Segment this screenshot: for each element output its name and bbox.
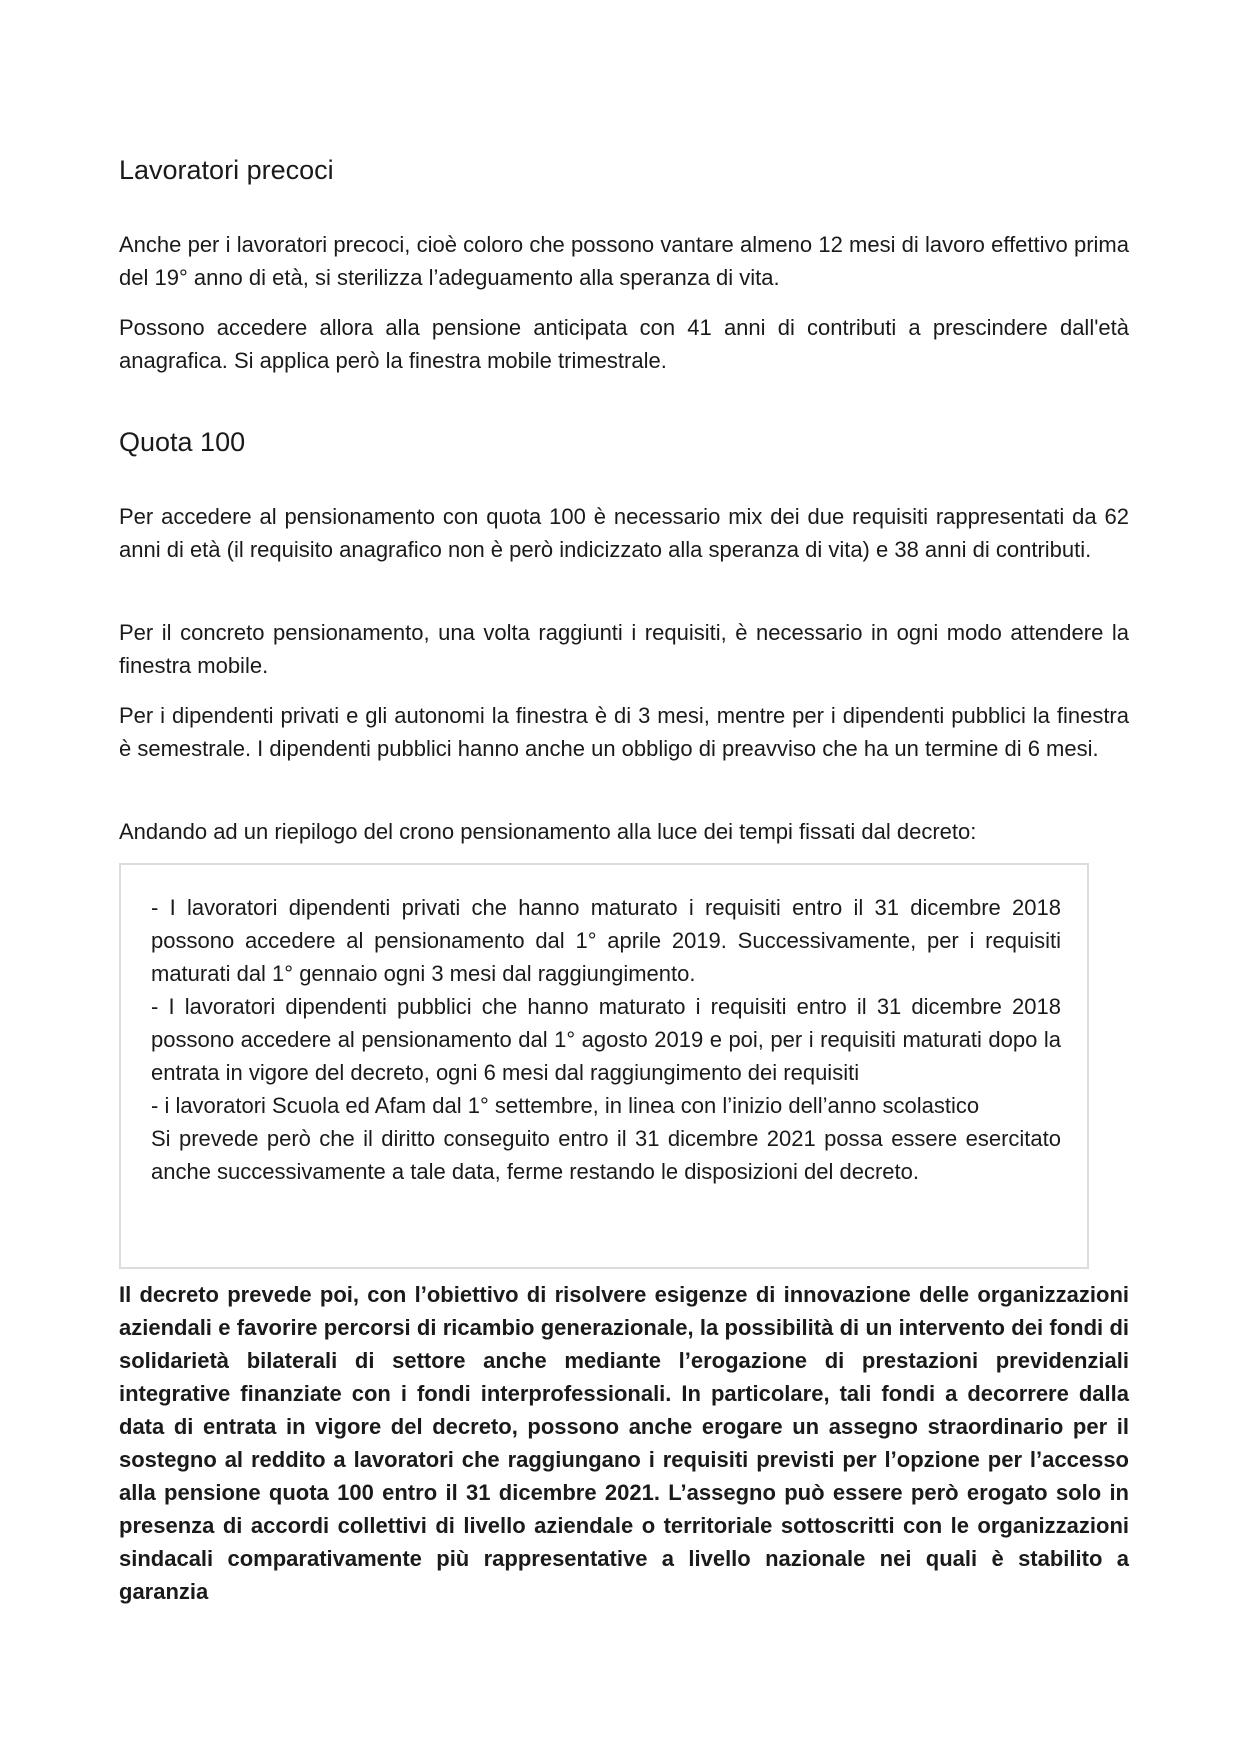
paragraph-lavoratori-2: Possono accedere allora alla pensione anticipata con 41 anni di contributi a prescindere dall'età anagrafica. Si applica però la finestra mobile trimestrale. — [119, 315, 1129, 373]
paragraph-lavoratori-1: Anche per i lavoratori precoci, cioè coloro che possono vantare almeno 12 mesi di lavoro effettivo prima del 19° anno di età, si sterilizza l’adeguamento alla speranza di vita. — [119, 232, 1129, 290]
summary-item-scuola: - i lavoratori Scuola ed Afam dal 1° settembre, in linea con l’inizio dell’anno scolastico — [151, 1093, 980, 1118]
summary-note: Si prevede però che il diritto conseguito entro il 31 dicembre 2021 possa essere esercitato anche successivamente a tale data, ferme restando le disposizioni del decreto. — [151, 1126, 1061, 1184]
heading-lavoratori-precoci: Lavoratori precoci — [119, 155, 334, 185]
paragraph-quota-3: Per i dipendenti privati e gli autonomi la finestra è di 3 mesi, mentre per i dipendenti pubblici la finestra è semestrale. I dipendenti pubblici hanno anche un obbligo di preavviso che ha un termine di 6 mesi. — [119, 703, 1129, 761]
paragraph-quota-4: Andando ad un riepilogo del crono pensionamento alla luce dei tempi fissati dal decreto: — [119, 819, 977, 844]
summary-box — [119, 863, 1089, 1269]
paragraph-quota-2: Per il concreto pensionamento, una volta raggiunti i requisiti, è necessario in ogni modo attendere la finestra mobile. — [119, 620, 1129, 678]
heading-quota-100: Quota 100 — [119, 427, 246, 457]
bold-paragraph-decreto: Il decreto prevede poi, con l’obiettivo di risolvere esigenze di innovazione delle organizzazioni aziendali e favorire percorsi di ricambio generazionale, la possibilità di un intervento dei fondi di solidarietà bilaterali di settore anche mediante l’erogazione di prestazioni previdenziali integrative finanziate con i fondi interprofessionali. In particolare, tali fondi a decorrere dalla data di entrata in vigore del decreto, possono anche erogare un assegno straordinario per il sostegno al reddito a lavoratori che raggiungano i requisiti previsti per l’opzione per l’accesso alla pensione quota 100 entro il 31 dicembre 2021. L’assegno può essere però erogato solo in presenza di accordi collettivi di livello aziendale o territoriale sottoscritti con le organizzazioni sindacali comparativamente più rappresentative a livello nazionale nei quali è stabilito a garanzia — [119, 1282, 1129, 1604]
paragraph-quota-1: Per accedere al pensionamento con quota 100 è necessario mix dei due requisiti rappresentati da 62 anni di età (il requisito anagrafico non è però indicizzato alla speranza di vita) e 38 anni di contributi. — [119, 504, 1129, 562]
summary-item-pubblici: - I lavoratori dipendenti pubblici che hanno maturato i requisiti entro il 31 dicembre 2018 possono accedere al pensionamento dal 1° agosto 2019 e poi, per i requisiti maturati dopo la entrata in vigore del decreto, ogni 6 mesi dal raggiungimento dei requisiti — [151, 994, 1061, 1085]
summary-box-content — [151, 891, 1061, 1188]
summary-item-privati: - I lavoratori dipendenti privati che hanno maturato i requisiti entro il 31 dicembre 2018 possono accedere al pensionamento dal 1° aprile 2019. Successivamente, per i requisiti maturati dal 1° gennaio ogni 3 mesi dal raggiungimento. — [151, 895, 1061, 986]
